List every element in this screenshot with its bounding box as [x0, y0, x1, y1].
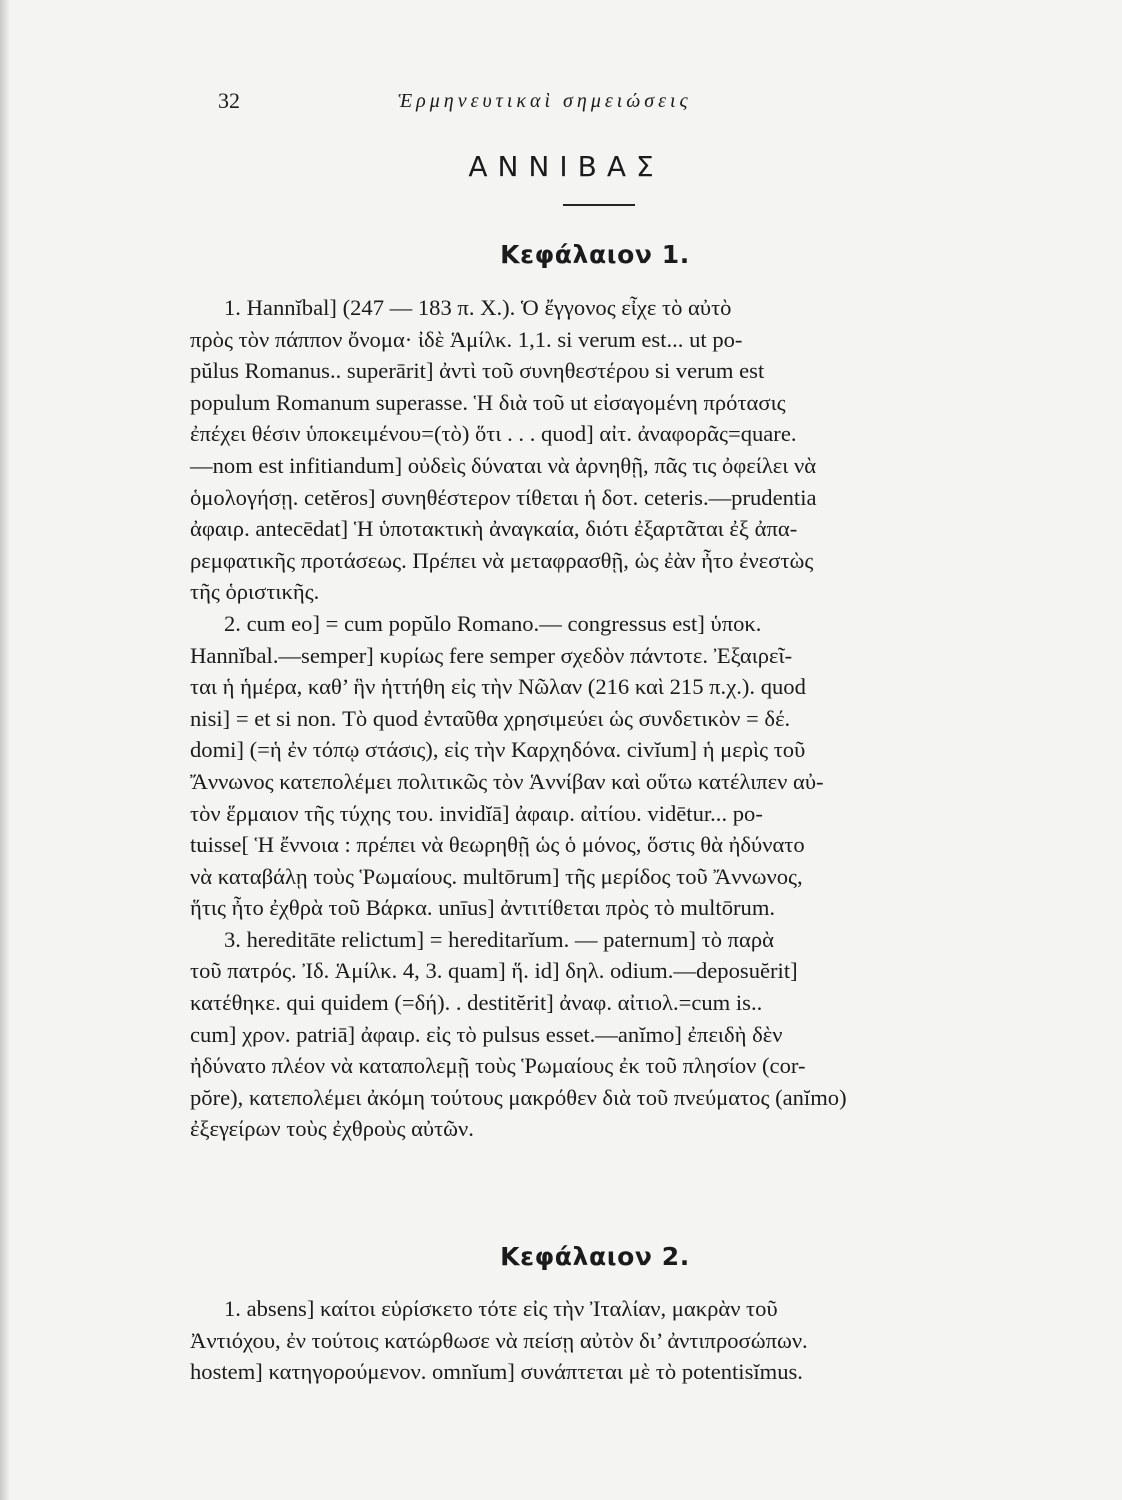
- text-line: cum] χρον. patriā] ἀφαιρ. εἰς τὸ pulsus esset.—anĭmo] ἐπειδὴ δὲν: [190, 1021, 783, 1047]
- text-line: pŭlus Romanus.. superārit] ἀντὶ τοῦ συνηθεστέρου si verum est: [190, 358, 765, 384]
- text-line: 2. cum eo] = cum popŭlo Romano.— congressus est] ὑποκ.: [224, 610, 762, 636]
- text-line: ἀφαιρ. antecēdat] Ἡ ὑποτακτικὴ ἀναγκαία, διότι ἐξαρτᾶται ἐξ ἀπα-: [190, 516, 798, 542]
- running-head: [218, 88, 868, 120]
- title-rule: [563, 204, 635, 206]
- text-line: ἠδύνατο πλέον νὰ καταπολεμῇ τοὺς Ῥωμαίους ἐκ τοῦ πλησίον (cor-: [190, 1053, 806, 1079]
- text-line: ἥτις ἦτο ἐχθρὰ τοῦ Βάρκα. unīus] ἀντιτίθεται πρὸς τὸ multōrum.: [190, 895, 776, 921]
- text-line: τὸν ἕρμαιον τῆς τύχης του. invidĭā] ἀφαιρ. αἰτίου. vidētur... po-: [190, 800, 763, 826]
- page-number: 32: [218, 88, 240, 113]
- chapter-1-text: [190, 292, 1050, 1145]
- page-edge-shadow: [0, 0, 10, 1500]
- text-line: 1. Hannĭbal] (247 — 183 π. Χ.). Ὁ ἔγγονος εἶχε τὸ αὐτὸ: [224, 295, 732, 320]
- text-line: ται ἡ ἡμέρα, καθ’ ἣν ἡττήθη εἰς τὴν Νῶλαν (216 καὶ 215 π.χ.). quod: [190, 674, 806, 700]
- text-line: 3. hereditāte relictum] = hereditarĭum. — paternum] τὸ παρὰ: [224, 926, 774, 952]
- text-line: νὰ καταβάλῃ τοὺς Ῥωμαίους. multōrum] τῆς μερίδος τοῦ Ἄννωνος,: [190, 863, 803, 889]
- text-line: ἐξεγείρων τοὺς ἐχθροὺς αὐτῶν.: [190, 1116, 474, 1142]
- main-title: ΑΝΝΙΒΑΣ: [468, 150, 664, 183]
- text-line: Ἄννωνος κατεπολέμει πολιτικῶς τὸν Ἁννίβαν καὶ οὕτω κατέλιπεν αὐ-: [190, 768, 824, 794]
- text-line: hostem] κατηγορούμενον. omnĭum] συνάπτεται μὲ τὸ potentisĭmus.: [190, 1359, 803, 1385]
- text-line: τοῦ πατρός. Ἰδ. Ἁμίλκ. 4, 3. quam] ἥ. id] δηλ. odium.—deposuĕrit]: [190, 958, 798, 984]
- chapter-2-heading: Κεφάλαιον 2.: [500, 1242, 690, 1271]
- text-line: tuisse[ Ἡ ἔννοια : πρέπει νὰ θεωρηθῇ ὡς ὁ μόνος, ὅστις θὰ ἠδύνατο: [190, 832, 805, 858]
- text-line: πρὸς τὸν πάππον ὄνομα· ἰδὲ Ἁμίλκ. 1,1. si verum est... ut po-: [190, 326, 743, 352]
- text-line: nisi] = et si non. Τὸ quod ἐνταῦθα χρησιμεύει ὡς συνδετικὸν = δέ.: [190, 705, 791, 731]
- text-line: ὁμολογήσῃ. cetĕros] συνηθέστερον τίθεται ἡ δοτ. ceteris.—prudentia: [190, 484, 817, 510]
- chapter-2-text: [190, 1293, 1050, 1388]
- text-line: populum Romanum superasse. Ἡ διὰ τοῦ ut εἰσαγομένη πρότασις: [190, 389, 786, 415]
- text-line: domi] (=ἡ ἐν τόπῳ στάσις), εἰς τὴν Καρχηδόνα. civĭum] ἡ μερὶς τοῦ: [190, 737, 806, 763]
- text-line: Ἀντιόχου, ἐν τούτοις κατώρθωσε νὰ πείσῃ αὐτὸν δι’ ἀντιπροσώπων.: [190, 1327, 808, 1353]
- text-line: Hannĭbal.—semper] κυρίως fere semper σχεδὸν πάντοτε. Ἐξαιρεῖ-: [190, 642, 793, 668]
- text-line: —nom est infitiandum] οὐδεὶς δύναται νὰ ἀρνηθῇ, πᾶς τις ὀφείλει νὰ: [190, 452, 817, 478]
- text-line: τῆς ὁριστικῆς.: [190, 579, 320, 605]
- chapter-1-heading: Κεφάλαιον 1.: [500, 240, 690, 269]
- text-line: κατέθηκε. qui quidem (=δή). . destitĕrit] ἀναφ. αἰτιολ.=cum is..: [190, 990, 763, 1016]
- text-line: ρεμφατικῆς προτάσεως. Πρέπει νὰ μεταφρασθῇ, ὡς ἐὰν ἦτο ἐνεστὼς: [190, 547, 814, 573]
- text-line: ἐπέχει θέσιν ὑποκειμένου=(τὸ) ὅτι . . . quod] αἰτ. ἀναφορᾶς=quare.: [190, 421, 797, 447]
- text-line: pŏre), κατεπολέμει ἀκόμη τούτους μακρόθεν διὰ τοῦ πνεύματος (anĭmo): [190, 1084, 847, 1110]
- running-title: Ἑρμηνευτικαὶ σημειώσεις: [398, 90, 692, 112]
- text-line: 1. absens] καίτοι εὑρίσκετο τότε εἰς τὴν Ἰταλίαν, μακρὰν τοῦ: [224, 1296, 778, 1321]
